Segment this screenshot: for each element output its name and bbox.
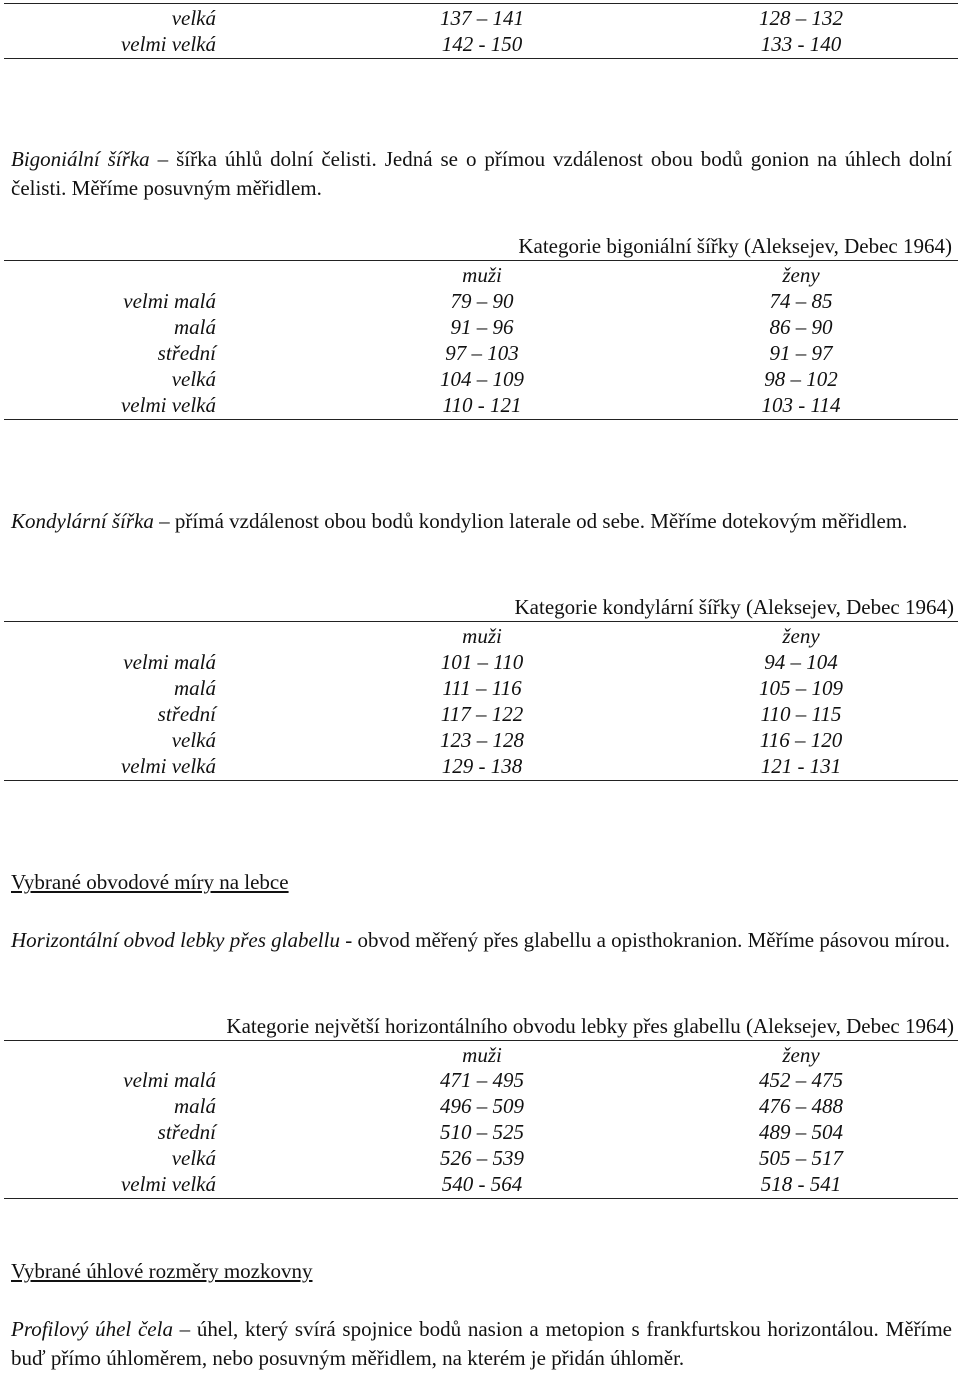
men-value: 496 – 509 bbox=[440, 1094, 524, 1118]
women-value: 105 – 109 bbox=[759, 676, 843, 700]
angular-heading: Vybrané úhlové rozměry mozkovny bbox=[11, 1259, 313, 1283]
table-rule-top bbox=[4, 3, 958, 4]
men-value: 510 – 525 bbox=[440, 1120, 524, 1144]
row-label: malá bbox=[174, 1094, 216, 1118]
women-value: 98 – 102 bbox=[764, 367, 838, 391]
circumference-description: - obvod měřený přes glabellu a opisthokranion. Měříme pásovou mírou. bbox=[339, 928, 951, 952]
table-rule-top bbox=[4, 260, 958, 261]
col-men-header: muži bbox=[462, 1043, 502, 1067]
bigonial-paragraph bbox=[11, 145, 952, 203]
table-rule-bottom bbox=[4, 780, 958, 781]
col-women-header: ženy bbox=[782, 624, 820, 648]
men-value: 142 - 150 bbox=[441, 32, 523, 56]
men-value: 123 – 128 bbox=[440, 728, 524, 752]
women-value: 74 – 85 bbox=[769, 289, 833, 313]
row-label: velká bbox=[171, 6, 216, 30]
condylar-description: – přímá vzdálenost obou bodů kondylion laterale od sebe. Měříme dotekovým měřidlem. bbox=[153, 509, 908, 533]
row-label: velmi malá bbox=[123, 1068, 216, 1092]
women-value: 133 - 140 bbox=[760, 32, 842, 56]
table-rule-top bbox=[4, 621, 958, 622]
women-value: 103 - 114 bbox=[761, 393, 841, 417]
men-value: 91 – 96 bbox=[450, 315, 514, 339]
table-rule-bottom bbox=[4, 419, 958, 420]
circumference-heading: Vybrané obvodové míry na lebce bbox=[11, 870, 289, 894]
men-value: 111 – 116 bbox=[442, 676, 522, 700]
men-value: 79 – 90 bbox=[450, 289, 514, 313]
women-value: 489 – 504 bbox=[759, 1120, 843, 1144]
table-rule-top bbox=[4, 1040, 958, 1041]
bigonial-term: Bigoniální šířka bbox=[11, 147, 150, 171]
men-value: 110 - 121 bbox=[442, 393, 522, 417]
women-value: 476 – 488 bbox=[759, 1094, 843, 1118]
angular-paragraph bbox=[11, 1315, 952, 1373]
bigonial-description: – šířka úhlů dolní čelisti. Jedná se o přímou vzdálenost obou bodů gonion na úhlech dolní čelisti. Měříme posuvným měřidlem. bbox=[11, 147, 952, 200]
angular-description: – úhel, který svírá spojnice bodů nasion a metopion s frankfurtskou horizontálou. Měříme buď přímo úhloměrem, nebo posuvným měřidlem, na kterém je přidán úhloměr. bbox=[11, 1317, 953, 1370]
row-label: malá bbox=[174, 315, 216, 339]
row-label: velmi velká bbox=[120, 32, 216, 56]
women-value: 518 - 541 bbox=[760, 1172, 842, 1196]
women-value: 128 – 132 bbox=[759, 6, 843, 30]
row-label: malá bbox=[174, 676, 216, 700]
row-label: velmi velká bbox=[120, 393, 216, 417]
women-value: 121 - 131 bbox=[760, 754, 842, 778]
row-label: velká bbox=[171, 367, 216, 391]
row-label: střední bbox=[157, 1120, 216, 1144]
men-value: 129 - 138 bbox=[441, 754, 523, 778]
men-value: 97 – 103 bbox=[445, 341, 519, 365]
women-value: 452 – 475 bbox=[759, 1068, 843, 1092]
row-label: střední bbox=[157, 341, 216, 365]
women-value: 505 – 517 bbox=[759, 1146, 843, 1170]
women-value: 116 – 120 bbox=[759, 728, 843, 752]
men-value: 471 – 495 bbox=[440, 1068, 524, 1092]
men-value: 526 – 539 bbox=[440, 1146, 524, 1170]
women-value: 94 – 104 bbox=[764, 650, 838, 674]
circumference-table-title: Kategorie největší horizontálního obvodu lebky přes glabellu (Aleksejev, Debec 1964) bbox=[226, 1014, 954, 1038]
angular-term: Profilový úhel čela bbox=[11, 1317, 173, 1341]
men-value: 101 – 110 bbox=[440, 650, 524, 674]
condylar-paragraph bbox=[11, 507, 952, 536]
row-label: velká bbox=[171, 1146, 216, 1170]
women-value: 86 – 90 bbox=[769, 315, 833, 339]
col-men-header: muži bbox=[462, 263, 502, 287]
row-label: velká bbox=[171, 728, 216, 752]
condylar-table-title: Kategorie kondylární šířky (Aleksejev, Debec 1964) bbox=[514, 595, 954, 619]
women-value: 110 – 115 bbox=[760, 702, 842, 726]
row-label: velmi malá bbox=[123, 289, 216, 313]
row-label: velmi velká bbox=[120, 1172, 216, 1196]
col-men-header: muži bbox=[462, 624, 502, 648]
table-rule-bottom bbox=[4, 58, 958, 59]
col-women-header: ženy bbox=[782, 1043, 820, 1067]
row-label: velmi velká bbox=[120, 754, 216, 778]
row-label: střední bbox=[157, 702, 216, 726]
col-women-header: ženy bbox=[782, 263, 820, 287]
women-value: 91 – 97 bbox=[769, 341, 833, 365]
bigonial-table-title: Kategorie bigoniální šířky (Aleksejev, Debec 1964) bbox=[518, 234, 952, 258]
condylar-term: Kondylární šířka bbox=[11, 509, 154, 533]
men-value: 104 – 109 bbox=[440, 367, 524, 391]
circumference-paragraph bbox=[11, 926, 952, 955]
men-value: 117 – 122 bbox=[440, 702, 524, 726]
row-label: velmi malá bbox=[123, 650, 216, 674]
men-value: 540 - 564 bbox=[441, 1172, 523, 1196]
circumference-term: Horizontální obvod lebky přes glabellu bbox=[11, 928, 340, 952]
table-rule-bottom bbox=[4, 1198, 958, 1199]
men-value: 137 – 141 bbox=[440, 6, 524, 30]
